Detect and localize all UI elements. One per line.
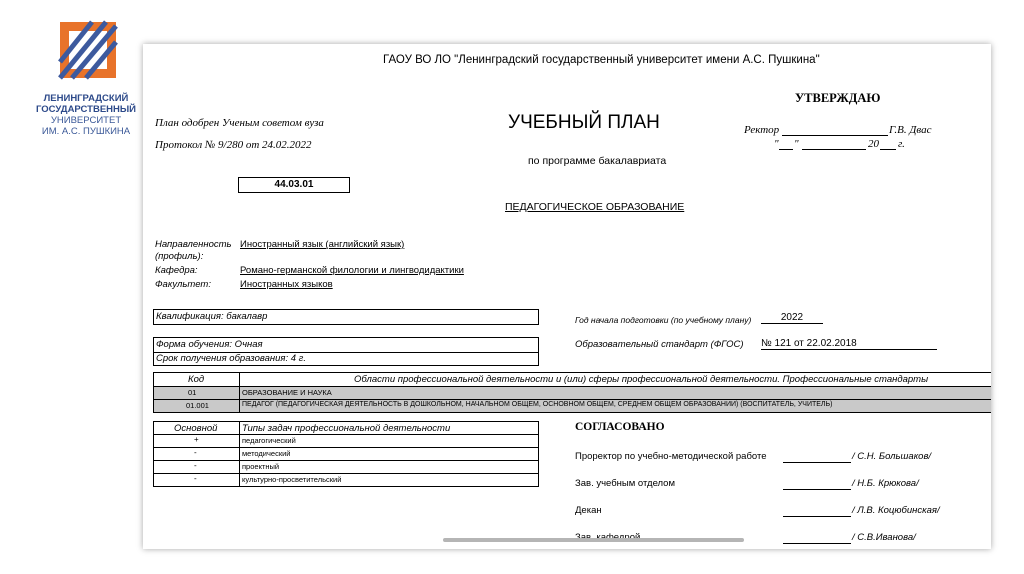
list-item [153,461,539,474]
study-duration: Срок получения образования: 4 г. [156,353,307,364]
faculty-label: Факультет: [155,279,211,290]
task-mark: - [194,448,197,457]
document-title: УЧЕБНЫЙ ПЛАН [508,112,660,133]
university-name-line4: ИМ. А.С. ПУШКИНА [41,126,131,137]
signature-line [783,489,851,490]
focus-label-1: Направленность [155,239,232,250]
standard-label: Образовательный стандарт (ФГОС) [575,339,744,350]
area-code: 01.001 [186,401,209,410]
university-logo [56,20,120,80]
study-form-box [153,337,539,366]
tasks-header-title: Типы задач профессиональной деятельности [242,423,451,434]
protocol-number: Протокол № 9/280 от 24.02.2022 [155,139,312,151]
rector-label: Ректор [744,124,780,136]
table-row [153,400,991,413]
department-label: Кафедра: [155,265,198,276]
date-year-prefix: 20 [868,138,879,150]
signer-role: Зав. учебным отделом [575,478,675,489]
row-divider [239,400,240,412]
university-name-line2: ГОСУДАРСТВЕННЫЙ [35,104,136,115]
area-name: ПЕДАГОГ (ПЕДАГОГИЧЕСКАЯ ДЕЯТЕЛЬНОСТЬ В ДОШКОЛЬНОМ, НАЧАЛЬНОМ ОБЩЕМ, ОСНОВНОМ ОБЩЕМ, СРЕДНЕМ ОБЩЕМ ОБРАЗОВАНИИ) (ВОСПИТАТЕЛЬ, УЧИТЕЛЬ) [242,401,833,408]
agreed-title: СОГЛАСОВАНО [575,421,665,433]
signer-role: Проректор по учебно-методической работе [575,451,767,462]
faculty-value: Иностранных языков [240,279,333,290]
university-name [30,93,142,137]
date-open-quote: " [774,138,779,150]
area-code: 01 [188,388,197,397]
program-direction: ПЕДАГОГИЧЕСКОЕ ОБРАЗОВАНИЕ [505,201,685,213]
list-item [153,435,539,448]
signature-line [783,462,851,463]
university-name-line1: ЛЕНИНГРАДСКИЙ [43,93,129,104]
date-day-line [779,149,793,150]
university-name-line3: УНИВЕРСИТЕТ [50,115,122,126]
row-divider [239,422,240,434]
row-divider [239,435,240,447]
areas-header-title: Области профессиональной деятельности и (или) сферы профессиональной деятельности. Профессиональные стандарты [354,374,929,385]
standard-value: № 121 от 22.02.2018 [761,338,937,350]
task-name: проектный [242,462,280,471]
tasks-table-header [153,421,539,435]
signature-line [783,543,851,544]
tasks-header-main: Основной [174,423,218,434]
row-divider [239,461,240,473]
department-value: Романо-германской филологии и лингводидактики [240,265,464,276]
table-row [153,387,991,400]
area-name: ОБРАЗОВАНИЕ И НАУКА [242,388,332,397]
focus-label-2: (профиль): [155,251,204,262]
signature-line [783,516,851,517]
study-form: Форма обучения: Очная [156,339,263,350]
row-divider [239,448,240,460]
date-year-line [880,149,896,150]
areas-table-header [153,372,991,387]
start-year-value: 2022 [761,312,823,324]
areas-header-divider [239,373,240,386]
rector-name: Г.В. Двас [889,124,932,136]
task-name: культурно-просветительский [242,475,342,484]
row-divider [239,387,240,399]
signer-name: / Л.В. Коцюбинская/ [852,505,940,516]
program-code: 44.03.01 [238,177,350,193]
date-close-quote: " [794,138,799,150]
approve-title: УТВЕРЖДАЮ [795,91,881,105]
list-item [153,448,539,461]
signer-name: / С.В.Иванова/ [852,532,916,543]
date-month-line [802,149,866,150]
signer-role: Декан [575,505,602,516]
qualification-box: Квалификация: бакалавр [153,309,539,325]
task-name: педагогический [242,436,296,445]
list-item [153,474,539,487]
areas-header-code: Код [188,374,205,385]
row-divider [239,474,240,486]
rector-signature-line [782,135,888,136]
task-mark: - [194,474,197,483]
start-year-label: Год начала подготовки (по учебному плану) [575,315,752,325]
organization-name: ГАОУ ВО ЛО "Ленинградский государственный университет имени А.С. Пушкина" [383,54,820,66]
task-mark: - [194,461,197,470]
signer-name: / С.Н. Большаков/ [852,451,932,462]
date-suffix: г. [898,138,905,150]
horizontal-scrollbar[interactable] [443,538,744,542]
task-mark: + [194,435,199,444]
focus-value: Иностранный язык (английский язык) [240,239,405,250]
program-level: по программе бакалавриата [528,155,667,167]
task-name: методический [242,449,291,458]
signer-name: / Н.Б. Крюкова/ [852,478,919,489]
approved-by-council: План одобрен Ученым советом вуза [155,117,324,129]
curriculum-document [143,44,991,549]
